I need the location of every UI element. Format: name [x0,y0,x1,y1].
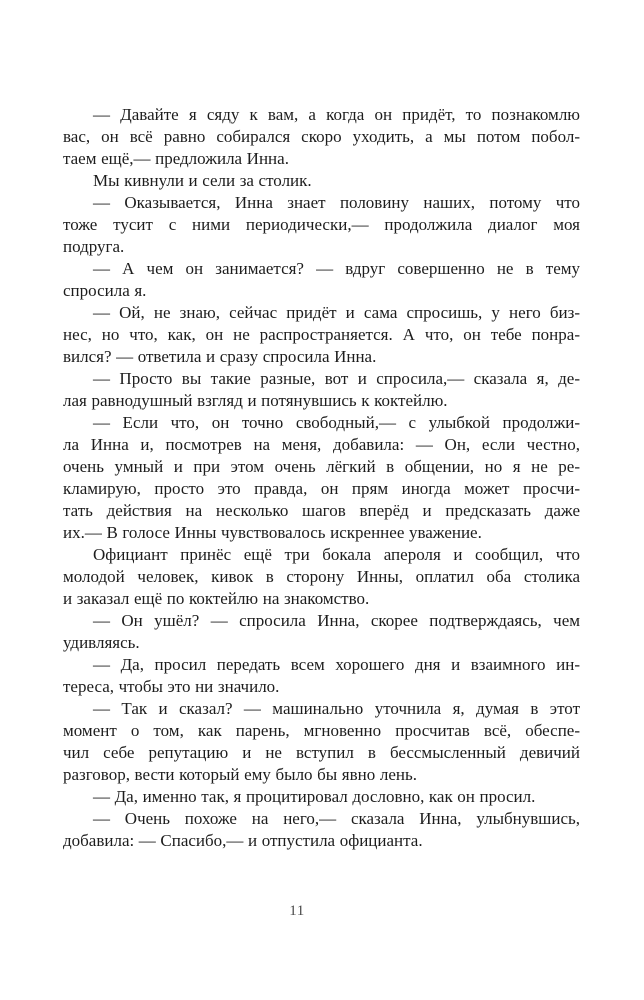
text-line: удивляясь. [63,633,140,652]
text-line: — Просто вы такие разные, вот и спросила,— сказала я, де- [93,369,580,388]
page-number: 11 [289,903,305,919]
text-line: — Он ушёл? — спросила Инна, скорее подтверждаясь, чем [93,611,580,630]
text-line: — Да, именно так, я процитировал дословно, как он просил. [93,787,536,806]
text-line: подруга. [63,237,125,256]
text-line: — Ой, не знаю, сейчас придёт и сама спросишь, у него биз- [93,303,580,322]
text-line: и заказал ещё по коктейлю на знакомство. [63,589,370,608]
page-text [63,104,580,852]
paragraph [63,654,580,698]
paragraph [63,698,580,786]
paragraph [63,786,580,808]
text-line: лая равнодушный взгляд и потянувшись к коктейлю. [63,391,448,410]
text-line: — Если что, он точно свободный,— с улыбкой продолжи- [93,413,580,432]
text-line: тать действия на несколько шагов вперёд и предсказать даже [63,501,580,520]
paragraph [63,412,580,544]
paragraph [63,808,580,852]
text-line: тереса, чтобы это ни значило. [63,677,280,696]
text-line: кламирую, просто это правда, он прям иногда может просчи- [63,479,580,498]
text-line: вился? — ответила и сразу спросила Инна. [63,347,377,366]
paragraph [63,170,580,192]
text-line: ла Инна и, посмотрев на меня, добавила: — Он, если честно, [63,435,580,454]
paragraph [63,104,580,170]
text-line: Официант принёс ещё три бокала апероля и сообщил, что [93,545,580,564]
text-line: — Очень похоже на него,— сказала Инна, улыбнувшись, [93,809,580,828]
text-line: — Так и сказал? — машинально уточнила я, думая в этот [93,699,580,718]
text-line: нес, но что, как, он не распространяется. А что, он тебе понра- [63,325,580,344]
paragraph [63,258,580,302]
text-line: таем ещё,— предложила Инна. [63,149,289,168]
paragraph [63,610,580,654]
text-line: — Давайте я сяду к вам, а когда он придёт, то познакомлю [93,105,580,124]
text-line: тоже тусит с ними периодически,— продолжила диалог моя [63,215,580,234]
paragraph [63,302,580,368]
text-line: вас, он всё равно собирался скоро уходить, а мы потом побол- [63,127,580,146]
text-line: очень умный и при этом очень лёгкий в общении, но я не ре- [63,457,580,476]
text-line: момент о том, как парень, мгновенно просчитав всё, обеспе- [63,721,580,740]
text-line: — А чем он занимается? — вдруг совершенно не в тему [93,259,580,278]
text-line: спросила я. [63,281,147,300]
paragraph [63,368,580,412]
text-line: — Оказывается, Инна знает половину наших, потому что [93,193,580,212]
text-line: добавила: — Спасибо,— и отпустила официанта. [63,831,423,850]
text-line: молодой человек, кивок в сторону Инны, оплатил оба столика [63,567,580,586]
paragraph [63,192,580,258]
paragraph [63,544,580,610]
text-line: — Да, просил передать всем хорошего дня и взаимного ин- [93,655,580,674]
text-line: их.— В голосе Инны чувствовалось искреннее уважение. [63,523,482,542]
text-line: разговор, вести который ему было бы явно лень. [63,765,417,784]
text-line: Мы кивнули и сели за столик. [93,171,312,190]
text-line: чил себе репутацию и не вступил в бессмысленный девичий [63,743,580,762]
